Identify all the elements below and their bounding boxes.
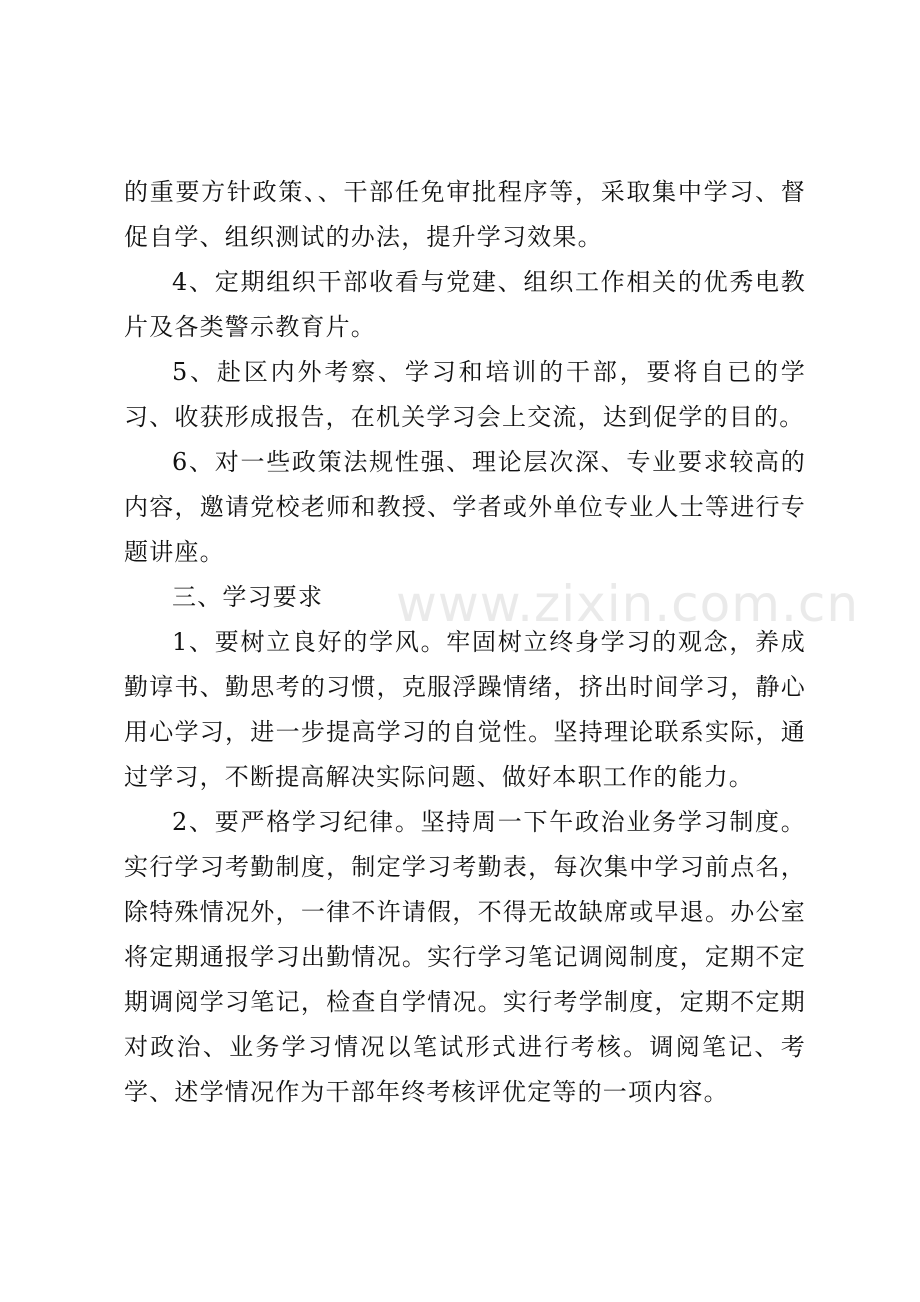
paragraph-requirement-2: 2、要严格学习纪律。坚持周一下午政治业务学习制度。实行学习考勤制度，制定学习考勤表，每次集中学习前点名，除特殊情况外，一律不许请假，不得无故缺席或早退。办公室将定期通报学习出勤情况。实行学习笔记调阅制度，定期不定期调阅学习笔记，检查自学情况。实行考学制度，定期不定期对政治、业务学习情况以笔试形式进行考核。调阅笔记、考学、述学情况作为干部年终考核评优定等的一项内容。 — [124, 808, 806, 1106]
paragraph-item-5: 5、赴区内外考察、学习和培训的干部，要将自已的学习、收获形成报告，在机关学习会上交流，达到促学的目的。 — [124, 358, 806, 431]
paragraph-requirement-1: 1、要树立良好的学风。牢固树立终身学习的观念，养成勤谆书、勤思考的习惯，克服浮躁情绪，挤出时间学习，静心用心学习，进一步提高学习的自觉性。坚持理论联系实际，通过学习，不断提高解决实际问题、做好本职工作的能力。 — [124, 628, 806, 791]
watermark: www.zixin.com.cn — [396, 575, 860, 633]
document-body — [124, 170, 806, 1115]
section-heading: 三、学习要求 — [172, 583, 324, 611]
paragraph-item-4: 4、定期组织干部收看与党建、组织工作相关的优秀电教片及各类警示教育片。 — [124, 268, 806, 341]
paragraph-continued: 的重要方针政策、、干部任免审批程序等，采取集中学习、督促自学、组织测试的办法，提升学习效果。 — [124, 178, 806, 251]
paragraph-item-6: 6、对一些政策法规性强、理论层次深、专业要求较高的内容，邀请党校老师和教授、学者或外单位专业人士等进行专题讲座。 — [124, 448, 806, 566]
